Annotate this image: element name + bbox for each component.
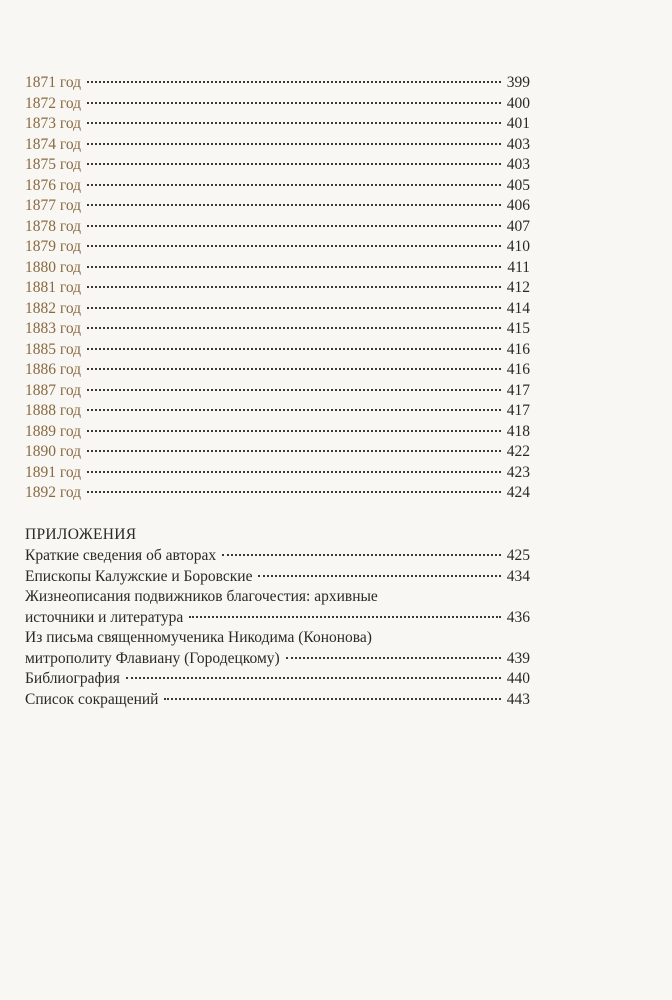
page-number: 411 <box>507 258 530 276</box>
dot-leader <box>258 563 500 577</box>
entry-title: Список сокращений <box>25 690 159 708</box>
dot-leader <box>87 315 501 329</box>
dot-leader <box>87 295 501 309</box>
dot-leader <box>87 274 501 288</box>
page-number: 423 <box>506 463 530 481</box>
dot-leader <box>87 151 501 165</box>
page-number: 416 <box>506 361 530 378</box>
entry-title-cont: источники и литература <box>25 608 184 626</box>
dot-leader <box>87 377 501 391</box>
page-number: 425 <box>506 547 530 564</box>
year-label: 1878 год <box>25 217 82 235</box>
dot-leader <box>87 397 501 411</box>
page-number: 407 <box>506 217 530 235</box>
year-label: 1873 год <box>25 115 82 132</box>
dot-leader <box>87 213 501 227</box>
year-label: 1887 год <box>25 381 82 399</box>
page-number: 436 <box>506 608 530 626</box>
entry-title: Из письма священномученика Никодима (Кононова) <box>25 629 372 646</box>
dot-leader <box>87 336 501 350</box>
year-label: 1885 год <box>25 340 82 358</box>
page-number: 417 <box>506 402 530 419</box>
entry-title-cont: митрополиту Флавиану (Городецкому) <box>25 649 280 667</box>
dot-leader <box>164 686 500 700</box>
dot-leader <box>87 90 501 104</box>
dot-leader <box>87 233 501 247</box>
page-number: 443 <box>506 690 530 708</box>
year-label: 1877 год <box>25 197 82 214</box>
page-number: 412 <box>506 279 530 296</box>
dot-leader <box>87 131 501 145</box>
dot-leader <box>87 459 501 473</box>
page-number: 422 <box>506 443 530 460</box>
page-number: 414 <box>506 299 530 317</box>
entry-title: Епископы Калужские и Боровские <box>25 567 253 585</box>
entry-title: Жизнеописания подвижников благочестия: архивные <box>25 588 378 605</box>
dot-leader <box>286 645 501 659</box>
dot-leader <box>87 110 501 124</box>
toc-row-appendix <box>25 690 530 711</box>
dot-leader <box>87 479 501 493</box>
appendix-heading: ПРИЛОЖЕНИЯ <box>25 526 137 543</box>
year-label: 1891 год <box>25 463 82 481</box>
page-number: 400 <box>506 94 530 112</box>
year-label: 1871 год <box>25 74 82 91</box>
year-label: 1886 год <box>25 361 82 378</box>
dot-leader <box>222 542 501 556</box>
year-label: 1879 год <box>25 238 82 255</box>
entry-title: Краткие сведения об авторах <box>25 547 217 564</box>
page-number: 406 <box>506 197 530 214</box>
dot-leader <box>87 192 501 206</box>
page-number: 415 <box>506 320 530 337</box>
page-number: 434 <box>506 567 530 585</box>
toc-row-appendix <box>25 567 530 588</box>
page-number: 403 <box>506 156 530 173</box>
year-label: 1881 год <box>25 279 82 296</box>
year-label: 1888 год <box>25 402 82 419</box>
page-number: 439 <box>506 649 530 667</box>
dot-leader <box>189 604 501 618</box>
dot-leader <box>87 438 501 452</box>
dot-leader <box>87 254 501 268</box>
page-number: 424 <box>506 484 530 501</box>
year-label: 1882 год <box>25 299 82 317</box>
year-label: 1876 год <box>25 176 82 194</box>
dot-leader <box>87 418 501 432</box>
page-number: 399 <box>506 74 530 91</box>
page-number: 410 <box>506 238 530 255</box>
year-label: 1883 год <box>25 320 82 337</box>
page-number: 418 <box>506 422 530 440</box>
year-label: 1872 год <box>25 94 82 112</box>
appendix-list <box>25 546 530 710</box>
year-label: 1892 год <box>25 484 82 501</box>
page-number: 401 <box>506 115 530 132</box>
toc-row-year <box>25 483 530 504</box>
year-list <box>25 73 530 504</box>
dot-leader <box>87 172 501 186</box>
year-label: 1889 год <box>25 422 82 440</box>
page-number: 417 <box>506 381 530 399</box>
year-label: 1875 год <box>25 156 82 173</box>
dot-leader <box>87 356 501 370</box>
toc-row-appendix <box>25 608 530 629</box>
dot-leader <box>87 69 501 83</box>
year-label: 1880 год <box>25 258 82 276</box>
dot-leader <box>126 665 501 679</box>
page-number: 405 <box>506 176 530 194</box>
page-number: 440 <box>506 670 530 687</box>
entry-title: Библиография <box>25 670 120 687</box>
page-number: 403 <box>506 135 530 153</box>
year-label: 1890 год <box>25 443 82 460</box>
year-label: 1874 год <box>25 135 82 153</box>
page-number: 416 <box>506 340 530 358</box>
